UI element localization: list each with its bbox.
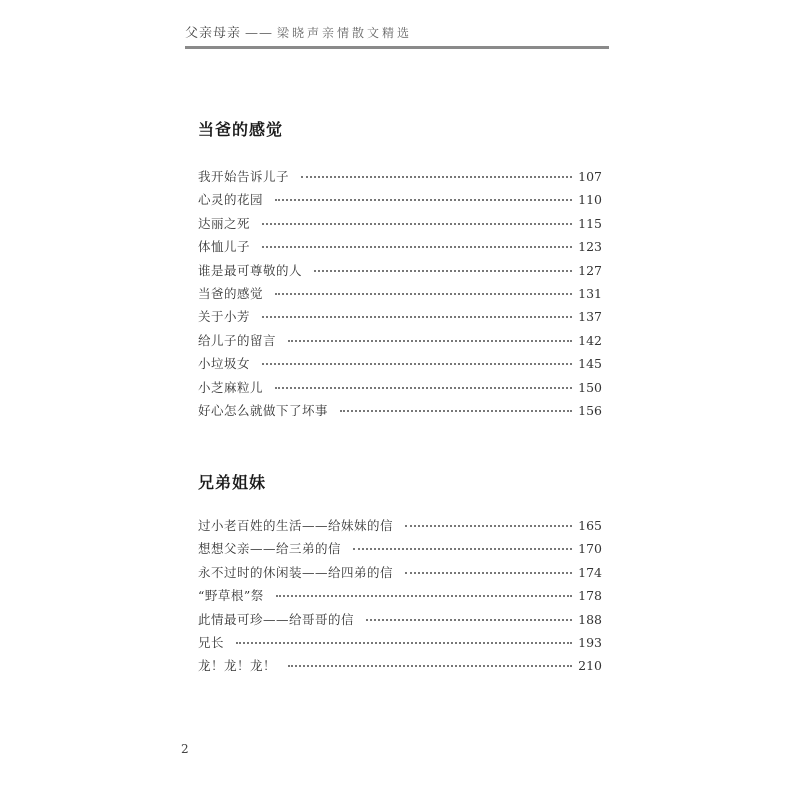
dot-leader [262, 246, 572, 248]
toc-entry-title: 过小老百姓的生活——给妹妹的信 [198, 518, 394, 533]
toc-section-dangba [198, 119, 602, 424]
toc-entry-page: 123 [578, 239, 602, 255]
dot-leader [275, 293, 572, 295]
toc-section-xiongdi [198, 472, 602, 680]
dot-leader [366, 619, 572, 621]
toc-entry-title: 心灵的花园 [198, 192, 264, 208]
toc-entry-page: 127 [578, 262, 602, 278]
book-subtitle: 梁晓声亲情散文精选 [277, 26, 413, 40]
dot-leader [405, 525, 572, 527]
section-title: 当爸的感觉 [198, 120, 284, 139]
toc-entry-title: 谁是最可尊敬的人 [198, 262, 303, 278]
toc-entry-page: 110 [578, 192, 602, 208]
toc-entry-page: 145 [578, 356, 602, 372]
toc-entry-title: 当爸的感觉 [198, 285, 264, 301]
toc-entry[interactable] [198, 190, 602, 213]
toc-entry-title: 兄长 [198, 634, 225, 650]
toc-entry[interactable] [198, 563, 602, 586]
toc-entry[interactable] [198, 539, 602, 562]
dot-leader [314, 270, 572, 272]
toc-entry[interactable] [198, 261, 602, 284]
toc-entry-title: 龙！龙！龙！ [198, 658, 277, 674]
toc-entry-page: 131 [578, 285, 602, 301]
section-title: 兄弟姐妹 [198, 473, 267, 492]
toc-entry[interactable] [198, 167, 602, 190]
header-separator: —— [245, 26, 274, 41]
toc-entry-title: 想想父亲——给三弟的信 [198, 541, 342, 557]
toc-entry-page: 142 [578, 332, 602, 348]
toc-entry-page: 210 [578, 658, 602, 674]
toc-entry-title: 关于小芳 [198, 309, 251, 325]
dot-leader [340, 410, 572, 412]
toc-entry-title: 达丽之死 [198, 215, 251, 231]
book-title: 父亲母亲 [185, 26, 242, 41]
toc-entry[interactable] [198, 331, 602, 354]
toc-entry-page: 107 [578, 169, 602, 184]
toc-entry[interactable] [198, 656, 602, 679]
toc-entry-page: 174 [578, 564, 602, 580]
toc-entry-page: 165 [578, 518, 602, 533]
dot-leader [353, 548, 572, 550]
toc-entry[interactable] [198, 610, 602, 633]
dot-leader [236, 642, 572, 644]
toc-entry[interactable] [198, 284, 602, 307]
toc-entry-page: 115 [578, 215, 602, 231]
dot-leader [262, 316, 572, 318]
toc-entry[interactable] [198, 633, 602, 656]
toc-entry-title: 体恤儿子 [198, 239, 251, 255]
toc-entry-title: 永不过时的休闲装——给四弟的信 [198, 564, 394, 580]
toc-entry-title: 小芝麻粒儿 [198, 379, 264, 395]
dot-leader [275, 199, 572, 201]
toc-entry[interactable] [198, 214, 602, 237]
toc-entry[interactable] [198, 237, 602, 260]
dot-leader [276, 595, 572, 597]
toc-entry-page: 178 [578, 588, 602, 604]
dot-leader [262, 223, 572, 225]
dot-leader [301, 176, 572, 178]
toc-entry-page: 137 [578, 309, 602, 325]
toc-entry[interactable] [198, 378, 602, 401]
toc-entry-page: 156 [578, 402, 602, 418]
toc-entry[interactable] [198, 586, 602, 609]
dot-leader [288, 665, 572, 667]
dot-leader [288, 340, 572, 342]
toc-entry-page: 170 [578, 541, 602, 557]
toc-entry-title: “野草根”祭 [198, 588, 264, 604]
toc-entry-title: 小垃圾女 [198, 356, 251, 372]
toc-entry[interactable] [198, 307, 602, 330]
toc-entry-page: 193 [578, 634, 602, 650]
header-rule [185, 46, 609, 49]
dot-leader [262, 363, 572, 365]
toc-entry[interactable] [198, 516, 602, 539]
toc-entry[interactable] [198, 401, 602, 424]
toc-list [198, 516, 602, 680]
toc-entry-page: 150 [578, 379, 602, 395]
toc-entry-page: 188 [578, 611, 602, 627]
toc-entry-title: 好心怎么就做下了坏事 [198, 402, 329, 418]
toc-entry-title: 此情最可珍——给哥哥的信 [198, 611, 355, 627]
dot-leader [275, 387, 572, 389]
toc-entry-title: 我开始告诉儿子 [198, 169, 290, 184]
dot-leader [405, 572, 572, 574]
page-number: 2 [181, 742, 189, 756]
toc-entry[interactable] [198, 354, 602, 377]
toc-list [198, 167, 602, 424]
toc-entry-title: 给儿子的留言 [198, 332, 277, 348]
running-head [185, 22, 609, 41]
